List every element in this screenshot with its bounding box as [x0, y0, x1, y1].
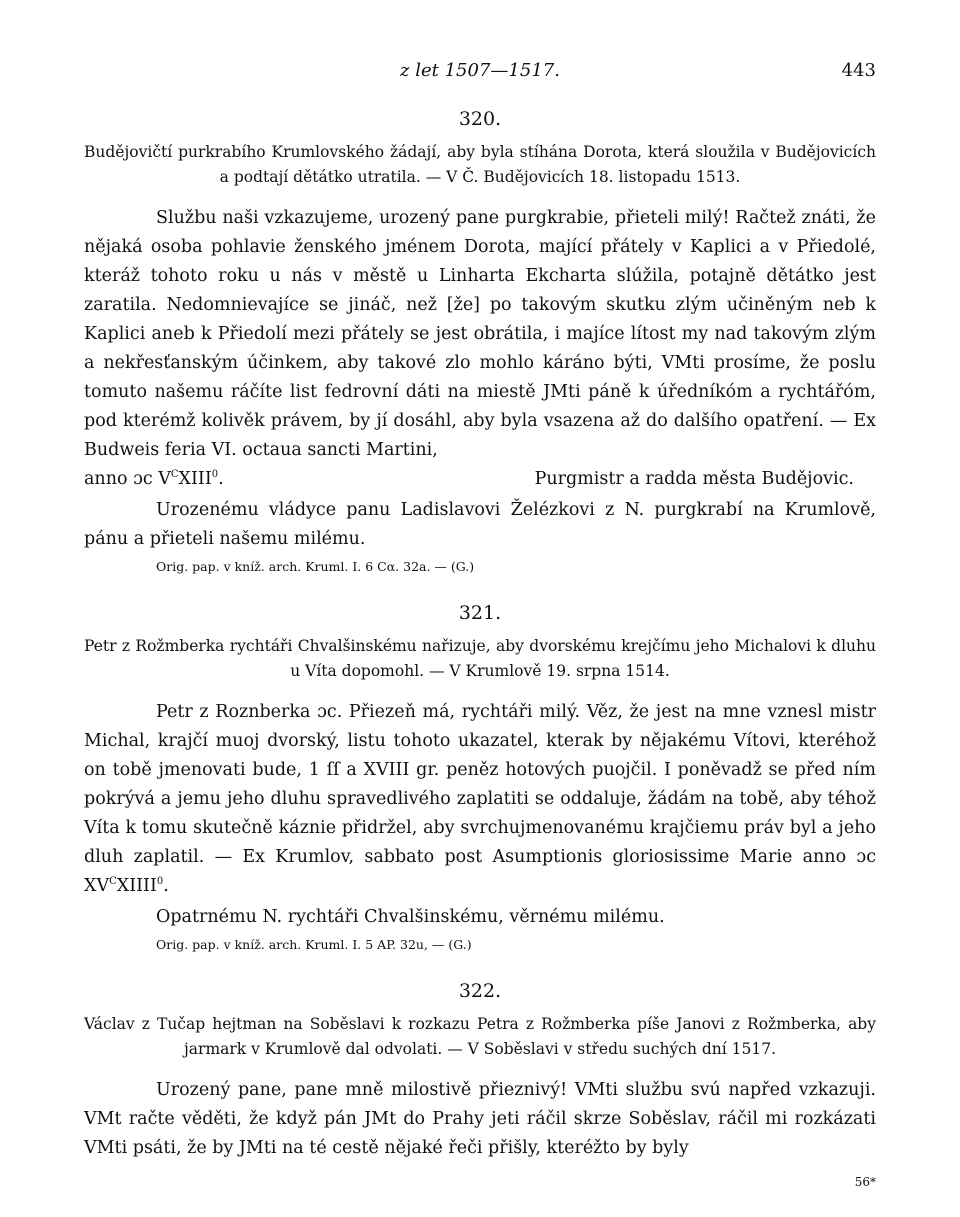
document-body: Urozený pane, pane mně milostivě přieznivý! VMti službu svú napřed vzkazuji. VMt račte věděti, že když pán JMt do Prahy jeti ráčil skrze Soběslav, ráčil mi rozkázati VMti psáti, že by JMti na té cestě nějaké řeči přišly, kteréžto by byly — [84, 1080, 876, 1158]
document-date — [84, 465, 224, 494]
date-text: anno ɔc V — [84, 469, 171, 489]
document-source: Orig. pap. v kníž. arch. Kruml. I. 5 AP. 32u, — (G.) — [156, 937, 472, 952]
body-text: Petr z Roznberka ɔc. Přiezeň má, rychtáři milý. Věz, že jest na mne vznesl mistr Michal, krajčí muoj dvorský, listu tohoto ukazatel, kterak by nějakému Vítovi, kteréhož on tobě jmenovati bude, 1 ſſ a XVIII gr. peněz hotových puojčil. I poněvadž se před ním pokrývá a jemu jeho dluhu spravedlivého zaplatiti se oddaluje, žádám na tobě, aby téhož Víta k tomu skutečně káznie přidržel, aby svrchujmenovanému krajčiemu práv byl a jeho dluh zaplatil. — Ex Krumlov, sabbato post Asumptionis gloriosissime Marie anno ɔc XV — [84, 702, 876, 896]
document-signature: Purgmistr a radda města Budějovic. — [534, 469, 854, 489]
document-number: 321. — [458, 602, 502, 624]
document-number: 320. — [458, 108, 502, 130]
date-text: . — [163, 876, 169, 896]
document-regest: Václav z Tučap hejtman na Soběslavi k rozkazu Petra z Rožmberka píše Janovi z Rožmberka, aby jarmark v Krumlově dal odvolati. — V Soběslavi v středu suchých dní 1517. — [84, 1015, 876, 1058]
date-superscript: 0 — [156, 876, 164, 888]
book-page — [84, 60, 876, 1189]
date-superscript: C — [170, 469, 179, 481]
document-body: Službu naši vzkazujeme, urozený pane purgkrabie, přieteli milý! Račtež znáti, že nějaká osoba pohlavie ženského jménem Dorota, mající přátely v Kaplici a v Přiedolé, kteráž tohoto roku u nás v městě u Linharta Ekcharta slúžila, potajně dětátko jest zaratila. Nedomnievajíce se jináč, než [že] po takovým skutku zlým učiněným neb k Kaplici aneb k Přiedolí mezi přátely se jest obrátila, i majíce lítost my nad takovým zlým a nekřesťanským účinkem, aby takové zlo mohlo káráno býti, VMti prosíme, že poslu tomuto našemu ráčíte list fedrovní dáti na miestě JMti páně k úředníkóm a rychtářóm, pod kterémž kolivěk právem, by jí dosáhl, aby byla vsazena až do dalšího opatření. — Ex Budweis feria VI. octaua sancti Martini, — [84, 208, 876, 460]
document-regest: Budějovičtí purkrabího Krumlovského žádají, aby byla stíhána Dorota, která sloužila v Budějovicích a podtají dětátko utratila. — V Č. Budějovicích 18. listopadu 1513. — [84, 143, 876, 186]
date-superscript: C — [109, 876, 117, 888]
running-head — [84, 60, 876, 90]
running-title: z let 1507—1517. — [400, 60, 560, 81]
document-regest: Petr z Rožmberka rychtáři Chvalšinskému nařizuje, aby dvorskému krejčímu jeho Michalovi k dluhu u Víta dopomohl. — V Krumlově 19. srpna 1514. — [84, 637, 876, 680]
document-322 — [84, 980, 876, 1163]
signature-mark: 56* — [854, 1175, 876, 1189]
date-text: XIIII — [116, 876, 157, 896]
date-superscript: 0 — [211, 469, 219, 481]
document-number: 322. — [458, 980, 502, 1002]
document-address: Urozenému vládyce panu Ladislavovi Želézkovi z N. purgkrabí na Krumlově, pánu a přieteli našemu milému. — [84, 500, 876, 549]
date-signature-line — [84, 465, 876, 494]
document-body — [84, 698, 876, 901]
date-text: . — [218, 469, 224, 489]
document-320 — [84, 108, 876, 578]
page-number: 443 — [841, 60, 876, 81]
document-address: Opatrnému N. rychtáři Chvalšinskému, věrnému milému. — [156, 907, 665, 927]
document-321 — [84, 602, 876, 956]
date-text: XIII — [178, 469, 212, 489]
document-source: Orig. pap. v kníž. arch. Kruml. I. 6 Cα. 32a. — (G.) — [156, 559, 475, 574]
